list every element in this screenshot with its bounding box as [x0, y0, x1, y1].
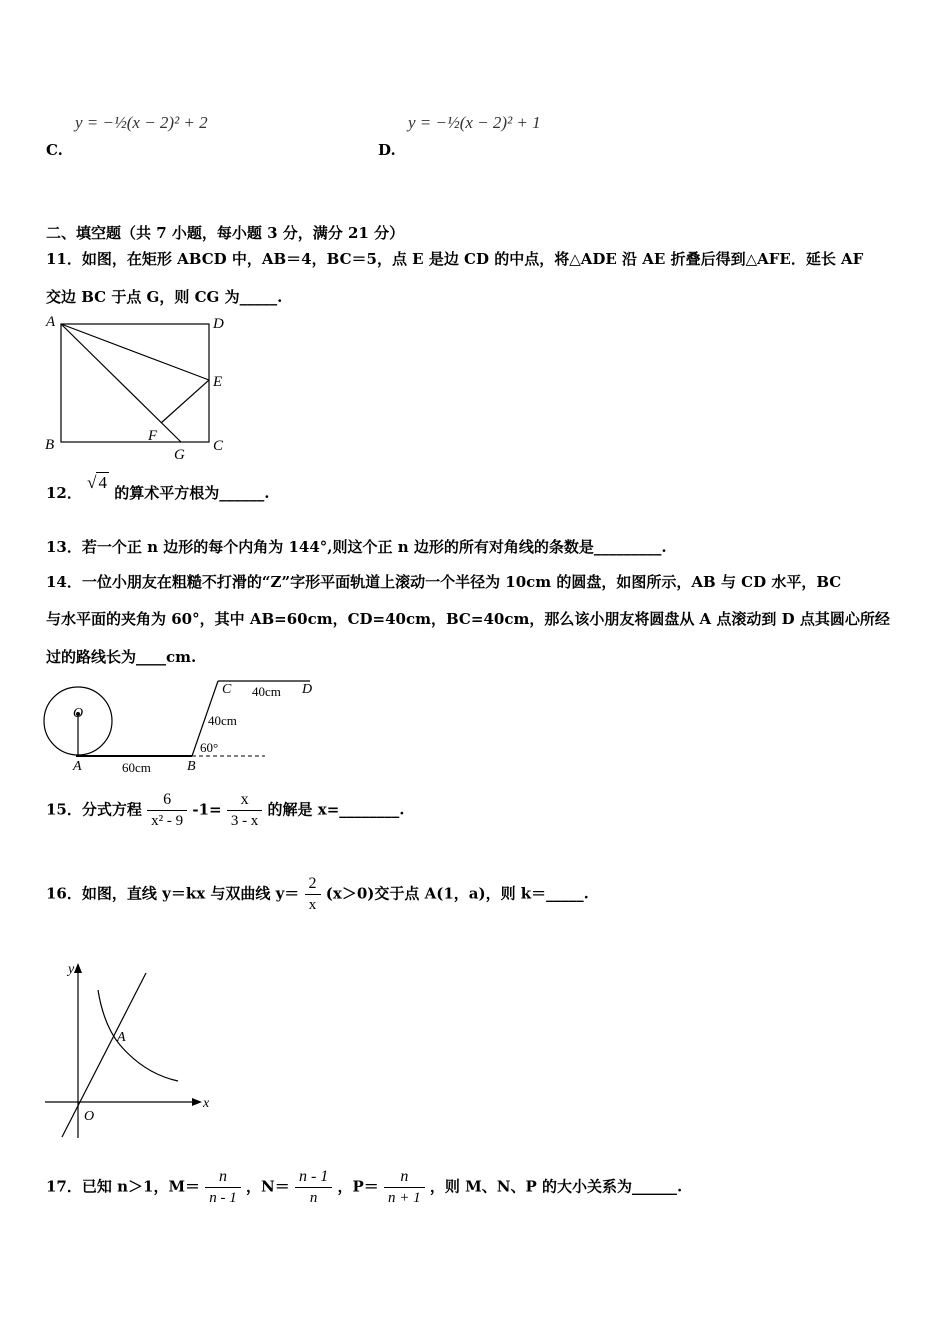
- formula-lhs: y: [408, 113, 416, 132]
- label-ab-length: 60cm: [122, 760, 151, 775]
- label-d: D: [213, 316, 224, 332]
- q14-line2: 与水平面的夹角为 60°，其中 AB=60cm，CD=40cm，BC=40cm，那么该小朋友将圆盘从 A 点滚动到 D 点其圆心所经: [46, 610, 890, 628]
- fraction-numerator: n: [384, 1167, 425, 1188]
- q11-line2: 交边 BC 于点 G，则 CG 为_____.: [46, 288, 283, 306]
- segment-ag: [61, 324, 181, 442]
- y-axis-arrow-icon: [74, 963, 82, 973]
- q15-prefix: 15．分式方程: [46, 800, 142, 819]
- fraction-m: [205, 1167, 241, 1208]
- q16-line: [46, 874, 589, 915]
- q16-prefix: 16．如图，直线 y＝kx 与双曲线 y＝: [46, 884, 300, 903]
- label-angle: 60°: [200, 740, 219, 755]
- section-title: 二、填空题（共 7 小题，每小题 3 分，满分 21 分）: [46, 224, 405, 242]
- label-a: A: [73, 759, 82, 774]
- q11-line1: 11．如图，在矩形 ABCD 中，AB＝4，BC＝5，点 E 是边 CD 的中点，将△ADE 沿 AE 折叠后得到△AFE．延长 AF: [46, 250, 864, 268]
- q17-line: [46, 1167, 682, 1208]
- segment-ef: [161, 380, 209, 423]
- fraction-p: [384, 1167, 425, 1208]
- label-a: A: [117, 1030, 126, 1045]
- q12-number: 12．: [46, 484, 82, 502]
- label-y: y: [68, 962, 75, 977]
- q14-track-figure: [40, 676, 320, 776]
- label-b: B: [187, 759, 196, 774]
- label-o: O: [73, 706, 84, 721]
- fraction-numerator: 2: [305, 874, 321, 895]
- q16-graph-figure: [40, 955, 230, 1145]
- label-c: C: [222, 682, 232, 697]
- label-c: C: [213, 438, 224, 454]
- label-d: D: [302, 682, 313, 697]
- formula-lhs: y: [75, 113, 83, 132]
- radical-sign: √: [87, 473, 97, 492]
- fraction-x-over: [227, 790, 263, 831]
- fraction-2-over-x: [305, 874, 321, 915]
- q16-suffix: (x＞0)交于点 A(1，a)，则 k＝_____.: [325, 884, 589, 903]
- q14-line1: 14．一位小朋友在粗糙不打滑的“Z”字形平面轨道上滚动一个半径为 10cm 的圆盘，如图所示，AB 与 CD 水平，BC: [46, 573, 842, 591]
- label-f: F: [148, 428, 158, 444]
- q12-line: [46, 473, 270, 503]
- label-g: G: [174, 447, 185, 463]
- q17-prefix: 17．已知 n＞1，M＝: [46, 1177, 201, 1196]
- fraction-denominator: n + 1: [388, 1190, 421, 1206]
- label-e: E: [213, 374, 223, 390]
- radicand: 4: [98, 473, 107, 492]
- fraction-numerator: n - 1: [295, 1167, 332, 1188]
- fraction-denominator: n: [309, 1190, 318, 1206]
- fraction-numerator: 6: [147, 790, 187, 811]
- label-x: x: [203, 1096, 210, 1111]
- q15-line: [46, 790, 405, 831]
- q17-p-label: ，P＝: [337, 1177, 379, 1196]
- sqrt-expression: [87, 473, 109, 493]
- label-cd-length: 40cm: [252, 684, 281, 699]
- q15-suffix: 的解是 x=________.: [267, 800, 405, 819]
- x-axis-arrow-icon: [192, 1098, 202, 1106]
- option-c-formula: [75, 113, 208, 133]
- segment-ae: [61, 324, 209, 380]
- q15-mid: -1=: [192, 800, 222, 819]
- label-bc-length: 40cm: [208, 713, 237, 728]
- label-b: B: [45, 437, 55, 453]
- q14-line3: 过的路线长为____cm.: [46, 648, 197, 666]
- fraction-numerator: n: [205, 1167, 241, 1188]
- rectangle-abcd: [61, 324, 209, 442]
- fraction-6-over: [147, 790, 187, 831]
- option-d-formula: [408, 113, 541, 133]
- option-d-label: D.: [378, 141, 396, 159]
- q17-n-label: ，N＝: [246, 1177, 290, 1196]
- q17-suffix: ，则 M、N、P 的大小关系为______.: [429, 1177, 683, 1196]
- q11-rectangle-figure: [40, 312, 240, 464]
- formula-rhs: = −½(x − 2)² + 1: [419, 113, 541, 132]
- fraction-denominator: x: [308, 897, 317, 913]
- fraction-n: [295, 1167, 332, 1208]
- label-o: O: [84, 1109, 95, 1124]
- fraction-denominator: n - 1: [209, 1190, 237, 1206]
- fraction-denominator: x² - 9: [151, 813, 184, 829]
- hyperbola-curve: [98, 990, 178, 1081]
- fraction-denominator: 3 - x: [230, 813, 259, 829]
- label-a: A: [46, 314, 56, 330]
- q12-text: 的算术平方根为______.: [114, 484, 270, 502]
- option-c-label: C.: [46, 141, 63, 159]
- line-y-kx: [62, 973, 146, 1137]
- q13-line: 13．若一个正 n 边形的每个内角为 144°,则这个正 n 边形的所有对角线的条数是_________.: [46, 538, 667, 556]
- formula-rhs: = −½(x − 2)² + 2: [86, 113, 208, 132]
- fraction-numerator: x: [227, 790, 263, 811]
